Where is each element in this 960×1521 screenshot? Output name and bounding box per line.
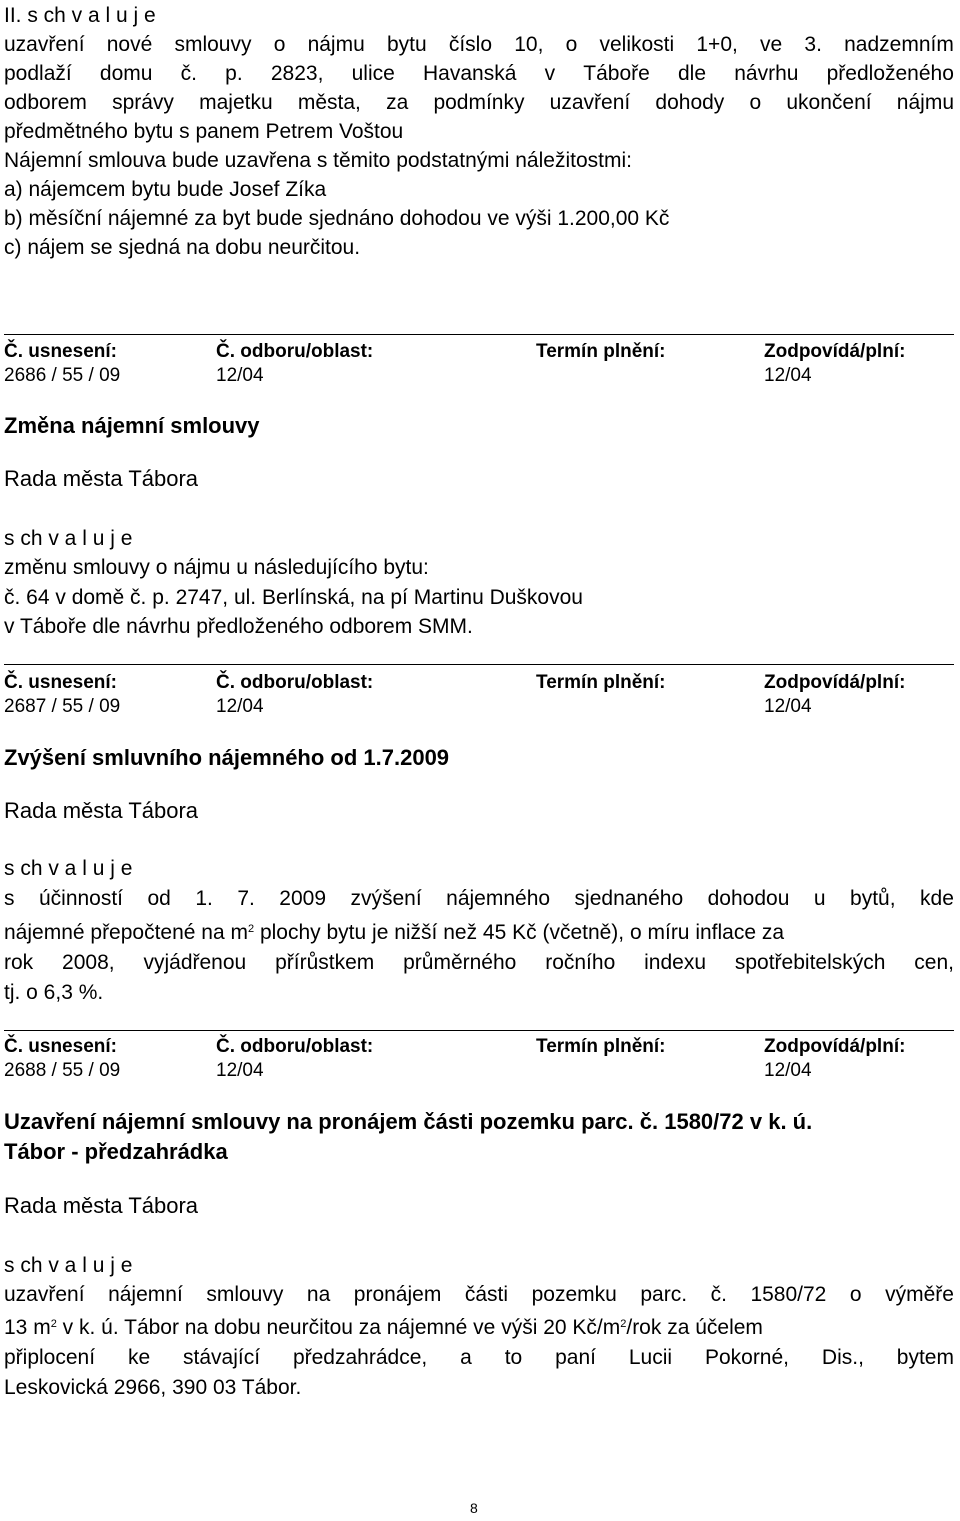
resolution-title: Změna nájemní smlouvy (4, 413, 260, 438)
word: Lucii (628, 1346, 673, 1369)
table-row (4, 364, 954, 388)
word: části (464, 1283, 509, 1306)
justified-line (4, 951, 954, 975)
word: 10, (514, 33, 544, 56)
header-zodpovida: Zodpovídá/plní: (764, 672, 906, 693)
word: od (147, 887, 171, 910)
text-fragment: nájemné přepočtené na m (4, 921, 248, 944)
header-odbor: Č. odboru/oblast: (216, 1036, 374, 1057)
approve-label: s ch v a l u j e (4, 527, 133, 550)
word: vyjádřenou (143, 951, 247, 974)
word: 3. (804, 33, 822, 56)
resolution-odbor: 12/04 (216, 1060, 264, 1081)
word: uzavření (4, 1283, 85, 1306)
text-fragment: /rok za účelem (626, 1316, 763, 1339)
text-line: předmětného bytu s panem Petrem Voštou (4, 120, 404, 143)
word: 7. (237, 887, 255, 910)
header-termin: Termín plnění: (536, 1036, 666, 1057)
word: indexu (644, 951, 706, 974)
table-divider (4, 1030, 954, 1031)
word: ročního (545, 951, 616, 974)
word: odborem (4, 91, 87, 114)
word: města, (297, 91, 361, 114)
word: 1+0, (696, 33, 738, 56)
word: ulice (351, 62, 395, 85)
word: paní (555, 1346, 596, 1369)
header-usneseni: Č. usnesení: (4, 672, 117, 693)
word: dohody (655, 91, 725, 114)
word: výměře (885, 1283, 954, 1306)
word: domu (99, 62, 153, 85)
word: stávající (183, 1346, 261, 1369)
text-line: tj. o 6,3 %. (4, 981, 104, 1004)
word: v (544, 62, 556, 85)
resolution-number: 2688 / 55 / 09 (4, 1060, 121, 1081)
resolution-title: Tábor - předzahrádka (4, 1139, 228, 1164)
word: pronájem (353, 1283, 442, 1306)
word: p. (225, 62, 243, 85)
word: cen, (914, 951, 954, 974)
word: Pokorné, (704, 1346, 790, 1369)
resolution-zodpovida: 12/04 (764, 696, 812, 717)
text-line: v Táboře dle návrhu předloženého odborem SMM. (4, 615, 473, 638)
table-header (4, 1035, 954, 1059)
section-heading: II. s ch v a l u j e (4, 4, 156, 27)
table-row (4, 695, 954, 719)
table-row (4, 1059, 954, 1083)
word: nájmu (307, 33, 365, 56)
justified-line (4, 33, 954, 57)
word: přírůstkem (275, 951, 375, 974)
word: kde (920, 887, 954, 910)
word: návrhu (734, 62, 799, 85)
text-line: č. 64 v domě č. p. 2747, ul. Berlínská, na pí Martinu Duškovou (4, 586, 583, 609)
word: nové (106, 33, 153, 56)
word: o (565, 33, 578, 56)
text-fragment: 13 m (4, 1316, 51, 1339)
word: připlocení (4, 1346, 96, 1369)
resolution-number: 2687 / 55 / 09 (4, 696, 121, 717)
word: číslo (448, 33, 493, 56)
word: ukončení (786, 91, 872, 114)
word: ke (127, 1346, 151, 1369)
resolution-odbor: 12/04 (216, 696, 264, 717)
word: nájemní (108, 1283, 183, 1306)
word: bytu (386, 33, 427, 56)
resolution-title: Zvýšení smluvního nájemného od 1.7.2009 (4, 745, 450, 770)
word: na (306, 1283, 331, 1306)
council-name: Rada města Tábora (4, 466, 199, 491)
header-usneseni: Č. usnesení: (4, 1036, 117, 1057)
header-usneseni: Č. usnesení: (4, 341, 117, 362)
justified-line (4, 1283, 954, 1307)
word: průměrného (403, 951, 517, 974)
resolution-zodpovida: 12/04 (764, 365, 812, 386)
header-zodpovida: Zodpovídá/plní: (764, 1036, 906, 1057)
word: smlouvy (206, 1283, 284, 1306)
word: majetku (199, 91, 273, 114)
word: dohodou (707, 887, 790, 910)
word: předzahrádce, (292, 1346, 428, 1369)
word: podlaží (4, 62, 72, 85)
word: Táboře (583, 62, 650, 85)
council-name: Rada města Tábora (4, 798, 199, 823)
table-header (4, 671, 954, 695)
word: bytem (896, 1346, 954, 1369)
approve-label: s ch v a l u j e (4, 857, 133, 880)
word: 2008, (62, 951, 115, 974)
word: nájmu (896, 91, 954, 114)
word: Havanská (423, 62, 517, 85)
word: předloženého (826, 62, 954, 85)
word: 2823, (270, 62, 324, 85)
resolution-number: 2686 / 55 / 09 (4, 365, 121, 386)
word: to (504, 1346, 523, 1369)
word: dle (678, 62, 707, 85)
word: č. (180, 62, 197, 85)
word: smlouvy (174, 33, 252, 56)
word: 1580/72 (750, 1283, 827, 1306)
word: spotřebitelských (734, 951, 886, 974)
text-line: a) nájemcem bytu bude Josef Zíka (4, 178, 327, 201)
superscript: 2 (50, 1318, 57, 1330)
table-divider (4, 334, 954, 335)
superscript: 2 (620, 1318, 627, 1330)
word: velikosti (599, 33, 675, 56)
approve-label: s ch v a l u j e (4, 1254, 133, 1277)
text-line: b) měsíční nájemné za byt bude sjednáno dohodou ve výši 1.200,00 Kč (4, 207, 670, 230)
word: pozemku (531, 1283, 617, 1306)
word: u (813, 887, 826, 910)
text-line-with-superscript (4, 921, 954, 945)
word: sjednaného (574, 887, 684, 910)
word: zvýšení (350, 887, 422, 910)
word: nadzemním (844, 33, 954, 56)
text-line-with-superscript (4, 1316, 954, 1340)
text-line: Nájemní smlouva bude uzavřena s těmito podstatnými náležitostmi: (4, 149, 632, 172)
header-termin: Termín plnění: (536, 341, 666, 362)
superscript: 2 (248, 923, 255, 935)
header-zodpovida: Zodpovídá/plní: (764, 341, 906, 362)
text-line: změnu smlouvy o nájmu u následujícího bytu: (4, 556, 429, 579)
table-divider (4, 664, 954, 665)
header-odbor: Č. odboru/oblast: (216, 341, 374, 362)
justified-line (4, 1346, 954, 1370)
resolution-title: Uzavření nájemní smlouvy na pronájem části pozemku parc. č. 1580/72 v k. ú. (4, 1109, 813, 1134)
word: 1. (195, 887, 213, 910)
justified-line (4, 887, 954, 911)
justified-line (4, 62, 954, 86)
word: bytů, (850, 887, 896, 910)
word: o (273, 33, 286, 56)
word: o (749, 91, 762, 114)
word: ve (760, 33, 783, 56)
justified-line (4, 91, 954, 115)
word: účinností (38, 887, 124, 910)
text-line: c) nájem se sjedná na dobu neurčitou. (4, 236, 361, 259)
word: parc. (640, 1283, 688, 1306)
resolution-odbor: 12/04 (216, 365, 264, 386)
word: podmínky (433, 91, 525, 114)
header-odbor: Č. odboru/oblast: (216, 672, 374, 693)
word: a (460, 1346, 472, 1369)
word: uzavření (549, 91, 631, 114)
resolution-zodpovida: 12/04 (764, 1060, 812, 1081)
word: uzavření (4, 33, 85, 56)
word: za (386, 91, 409, 114)
word: o (849, 1283, 862, 1306)
council-name: Rada města Tábora (4, 1193, 199, 1218)
word: č. (710, 1283, 727, 1306)
header-termin: Termín plnění: (536, 672, 666, 693)
text-fragment: v k. ú. Tábor na dobu neurčitou za nájemné ve výši 20 Kč/m (56, 1316, 621, 1339)
table-header (4, 340, 954, 364)
word: s (4, 887, 15, 910)
text-line: Leskovická 2966, 390 03 Tábor. (4, 1376, 302, 1399)
word: správy (112, 91, 174, 114)
page-number: 8 (470, 1500, 478, 1516)
word: 2009 (279, 887, 327, 910)
word: Dis., (821, 1346, 864, 1369)
word: nájemného (446, 887, 551, 910)
text-fragment: plochy bytu je nižší než 45 Kč (včetně), o míru inflace za (254, 921, 785, 944)
word: rok (4, 951, 34, 974)
